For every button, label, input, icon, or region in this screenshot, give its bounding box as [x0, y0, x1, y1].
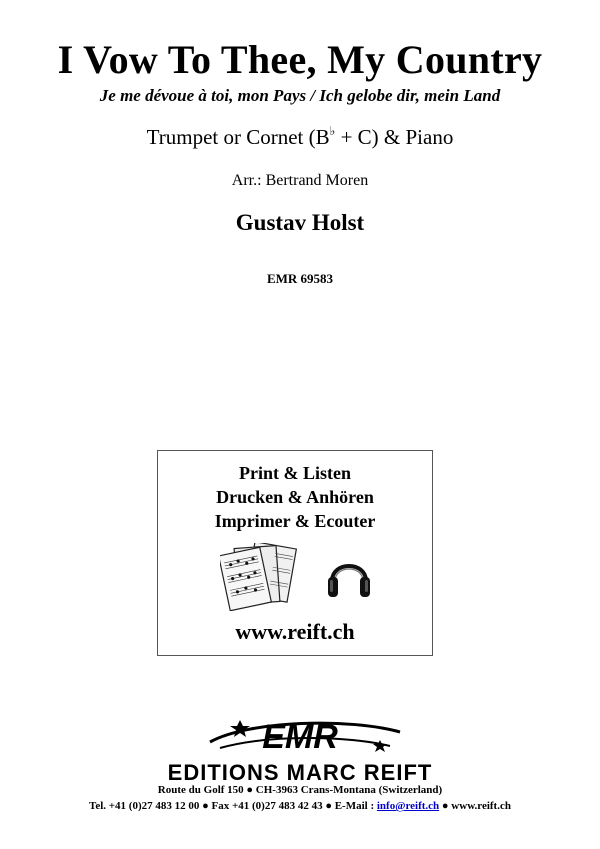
catalog-number: EMR 69583 — [266, 271, 334, 286]
publisher-address: Route du Golf 150 ● CH-3963 Crans-Montana (Switzerland) — [157, 784, 443, 796]
arranger: Arr.: Bertrand Moren — [231, 172, 369, 189]
email-link[interactable]: info@reift.ch — [376, 800, 440, 812]
promo-line-english: Print & Listen — [239, 463, 351, 483]
promo-website: www.reift.ch — [235, 619, 355, 644]
logo-text: EMR — [262, 718, 338, 756]
sheet-music-icon — [220, 543, 300, 611]
promo-line-german: Drucken & Anhören — [216, 487, 374, 507]
composer: Gustav Holst — [235, 210, 365, 235]
subtitle: Je me dévoue à toi, mon Pays / Ich gelobe dir, mein Land — [99, 86, 501, 105]
publisher-contact — [0, 800, 600, 812]
flat-sign: ♭ — [329, 124, 336, 138]
promo-line-french: Imprimer & Ecouter — [214, 511, 376, 531]
instrumentation — [0, 124, 600, 150]
instrument-text-post: + C) & Piano — [335, 125, 454, 149]
emr-logo — [150, 712, 450, 758]
page-title: I Vow To Thee, My Country — [57, 37, 543, 82]
publisher-name: EDITIONS MARC REIFT — [167, 760, 433, 785]
instrument-text-pre: Trumpet or Cornet (B — [146, 125, 330, 149]
headphones-icon — [326, 549, 372, 603]
print-listen-box — [157, 450, 433, 656]
contact-website: ● www.reift.ch — [439, 800, 511, 812]
contact-phone-fax: Tel. +41 (0)27 483 12 00 ● Fax +41 (0)27 483 42 43 ● E-Mail : — [89, 800, 377, 812]
